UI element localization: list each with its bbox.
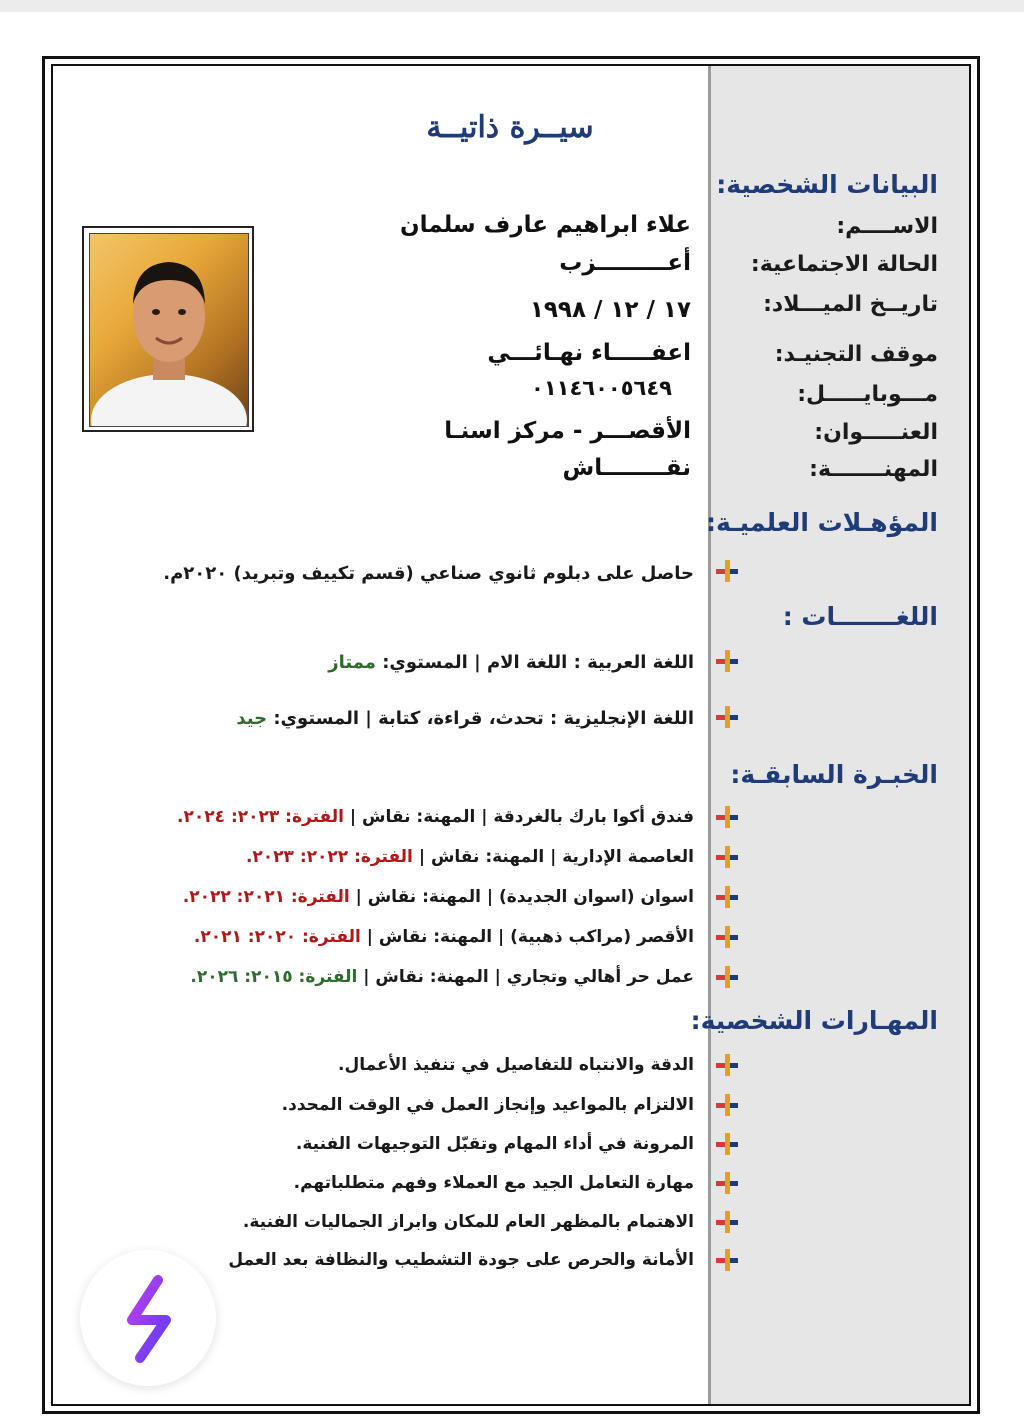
value-marital-status: أعـــــــــزب xyxy=(559,250,691,276)
value-profession: نقــــــــاش xyxy=(562,455,691,481)
value-military-status: اعفـــــاء نهـائـــي xyxy=(487,340,691,366)
experience-period: الفترة: ٢٠٢٠: xyxy=(247,927,361,947)
experience-period: الفترة: ٢٠٢٣: xyxy=(230,807,344,827)
person-portrait-icon xyxy=(90,234,248,426)
skill-item: الالتزام بالمواعيد وإنجاز العمل في الوقت المحدد. xyxy=(281,1095,694,1115)
skill-item: المرونة في أداء المهام وتقبّل التوجيهات الفنية. xyxy=(295,1134,694,1154)
label-address: العنـــــوان: xyxy=(814,420,938,445)
cross-bullet-icon xyxy=(713,844,741,870)
experience-text: عمل حر أهالي وتجاري | المهنة: نقاش | xyxy=(363,967,694,987)
language-level: ممتاز xyxy=(328,652,376,673)
language-item-arabic xyxy=(328,652,694,673)
cross-bullet-icon xyxy=(713,558,741,584)
value-address: الأقصـــر - مركز اسنـا xyxy=(444,418,691,444)
cross-bullet-icon xyxy=(713,1170,741,1196)
experience-item xyxy=(190,967,694,987)
label-profession: المهنـــــــة: xyxy=(809,457,938,482)
label-name: الاســــم: xyxy=(836,214,938,239)
experience-item xyxy=(183,887,694,907)
top-status-strip xyxy=(0,0,1024,12)
experience-text: فندق أكوا بارك بالغردقة | المهنة: نقاش | xyxy=(349,807,694,827)
cross-bullet-icon xyxy=(713,924,741,950)
experience-item xyxy=(194,927,694,947)
experience-item xyxy=(246,847,694,867)
section-heading-skills: المهـارات الشخصية: xyxy=(690,1006,938,1035)
profile-photo xyxy=(82,226,254,432)
sparkle-icon xyxy=(80,1250,216,1386)
qualification-text: حاصل على دبلوم ثانوي صناعي (قسم تكييف وتبريد) ٢٠٢٠م. xyxy=(163,563,694,584)
cross-bullet-icon xyxy=(713,1092,741,1118)
skill-item: الاهتمام بالمظهر العام للمكان وابراز الجماليات الفنية. xyxy=(242,1212,694,1232)
label-birth-date: تاريــخ الميـــلاد: xyxy=(763,292,938,317)
skill-item: الأمانة والحرص على جودة التشطيب والنظافة بعد العمل xyxy=(228,1250,694,1270)
section-heading-qualifications: المؤهـلات العلميـة: xyxy=(705,508,938,537)
page-title: سيــرة ذاتيــة xyxy=(426,110,594,145)
value-birth-date: ١٧ / ١٢ / ١٩٩٨ xyxy=(529,297,691,323)
experience-period: الفترة: ٢٠٢١: xyxy=(236,887,350,907)
experience-item xyxy=(177,807,694,827)
experience-period-end: ٢٠٢١. xyxy=(193,927,242,947)
section-heading-experience: الخبـرة السابقـة: xyxy=(730,760,938,789)
skill-item: مهارة التعامل الجيد مع العملاء وفهم متطلباتهم. xyxy=(293,1173,694,1193)
cross-bullet-icon xyxy=(713,704,741,730)
value-name: علاء ابراهيم عارف سلمان xyxy=(399,212,691,238)
skill-item: الدقة والانتباه للتفاصيل في تنفيذ الأعمال. xyxy=(338,1055,694,1075)
assistant-sparkle-button[interactable] xyxy=(80,1250,216,1386)
experience-period-end: ٢٠٢٤. xyxy=(177,807,226,827)
language-text: اللغة العربية : اللغة الام | المستوي: xyxy=(382,652,694,673)
section-heading-personal: البيانات الشخصية: xyxy=(716,170,938,199)
experience-period: الفترة: ٢٠١٥: xyxy=(244,967,358,987)
label-military-status: موقف التجنيـد: xyxy=(774,342,938,367)
experience-text: العاصمة الإدارية | المهنة: نقاش | xyxy=(418,847,694,867)
experience-period-end: ٢٠٢٢. xyxy=(182,887,231,907)
experience-text: الأقصر (مراكب ذهبية) | المهنة: نقاش | xyxy=(366,927,694,947)
language-text: اللغة الإنجليزية : تحدث، قراءة، كتابة | المستوي: xyxy=(273,708,694,729)
value-mobile: ٠١١٤٦٠٠٥٦٤٩ xyxy=(531,376,672,400)
cross-bullet-icon xyxy=(713,884,741,910)
cross-bullet-icon xyxy=(713,964,741,990)
cross-bullet-icon xyxy=(713,648,741,674)
label-mobile: مـــوبايـــــل: xyxy=(797,382,938,407)
cross-bullet-icon xyxy=(713,1247,741,1273)
label-marital-status: الحالة الاجتماعية: xyxy=(750,252,938,277)
language-item-english xyxy=(236,708,694,729)
language-level: جيد xyxy=(236,708,268,729)
experience-period-end: ٢٠٢٦. xyxy=(190,967,239,987)
cross-bullet-icon xyxy=(713,1209,741,1235)
experience-text: اسوان (اسوان الجديدة) | المهنة: نقاش | xyxy=(355,887,694,907)
experience-period-end: ٢٠٢٣. xyxy=(245,847,294,867)
cross-bullet-icon xyxy=(713,804,741,830)
cross-bullet-icon xyxy=(713,1052,741,1078)
experience-period: الفترة: ٢٠٢٢: xyxy=(299,847,413,867)
cross-bullet-icon xyxy=(713,1131,741,1157)
section-heading-languages: اللغـــــــات : xyxy=(782,602,938,631)
